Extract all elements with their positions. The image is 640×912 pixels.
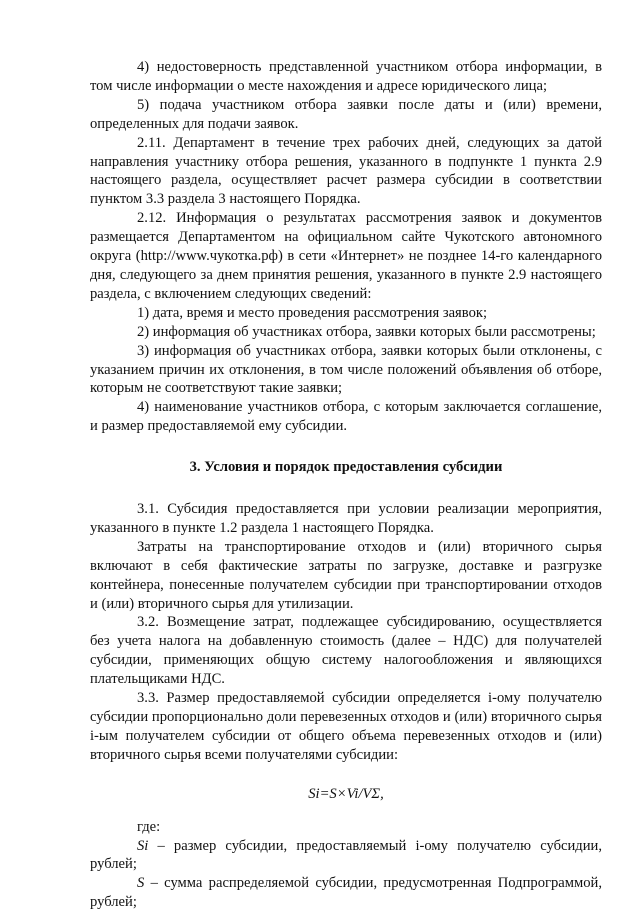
definition-text: – сумма распределяемой субсидии, предусмотренная Подпрограммой, рублей;	[90, 875, 602, 911]
document-page	[90, 58, 602, 912]
list-item: 3) информация об участниках отбора, заявки которых были отклонены, с указанием причин их отклонения, в том числе положений объявления об отборе, которым не соответствуют такие заявки;	[90, 342, 602, 397]
definition-text: – размер субсидии, предоставляемый i-ому получателю субсидии, рублей;	[90, 837, 602, 873]
paragraph: 3.1. Субсидия предоставляется при условии реализации мероприятия, указанного в пункте 1.2 раздела 1 настоящего Порядка.	[90, 501, 602, 536]
formula: Si=S×Vi/VΣ,	[308, 785, 384, 802]
paragraph: 4) недостоверность представленной участником отбора информации, в том числе информации о месте нахождения и адресе юридического лица;	[90, 59, 602, 94]
paragraph: 3.3. Размер предоставляемой субсидии определяется i-ому получателю субсидии пропорционально доли перевезенных отходов и (или) вторичного сырья i-ым получателем субсидии от общего объема перевезенных отходов и (или) вторичного сырья всеми получателями субсидии:	[90, 690, 602, 763]
paragraph: 2.11. Департамент в течение трех рабочих дней, следующих за датой направления участнику отбора решения, указанного в подпункте 1 пункта 2.9 настоящего раздела, осуществляет расчет размера субсидии в соответствии пунктом 3.3 раздела 3 настоящего Порядка.	[90, 134, 602, 208]
where-label: где:	[137, 818, 161, 835]
definition-symbol: Si	[137, 837, 149, 854]
paragraph: Затраты на транспортирование отходов и (или) вторичного сырья включают в себя фактические затраты по загрузке, доставке и разгрузке контейнера, понесенные получателем субсидии при транспортировании отходов и (или) вторичного сырья для утилизации.	[90, 538, 602, 612]
paragraph: 2.12. Информация о результатах рассмотрения заявок и документов размещается Департаментом на официальном сайте Чукотского автономного округа (http://www.чукотка.рф) в сети «Интернет» не позднее 14-го календарного дня, следующего за днем принятия решения, указанного в пункте 2.9 настоящего раздела, с включением следующих сведений:	[90, 210, 602, 302]
paragraph: 5) подача участником отбора заявки после даты и (или) времени, определенных для подачи заявок.	[90, 96, 602, 132]
definition-s	[90, 874, 602, 912]
list-item: 1) дата, время и место проведения рассмотрения заявок;	[137, 304, 488, 321]
definition-si	[90, 837, 602, 875]
paragraph: 3.2. Возмещение затрат, подлежащее субсидированию, осуществляется без учета налога на добавленную стоимость (далее – НДС) для получателей субсидии, применяющих общую систему налогообложения и являющихся плательщиками НДС.	[90, 614, 602, 688]
definition-symbol: S	[137, 875, 145, 892]
section-heading: 3. Условия и порядок предоставления субсидии	[189, 459, 503, 476]
list-item: 4) наименование участников отбора, с которым заключается соглашение, и размер предоставляемой ему субсидии.	[90, 399, 602, 435]
list-item: 2) информация об участниках отбора, заявки которых были рассмотрены;	[137, 323, 596, 340]
